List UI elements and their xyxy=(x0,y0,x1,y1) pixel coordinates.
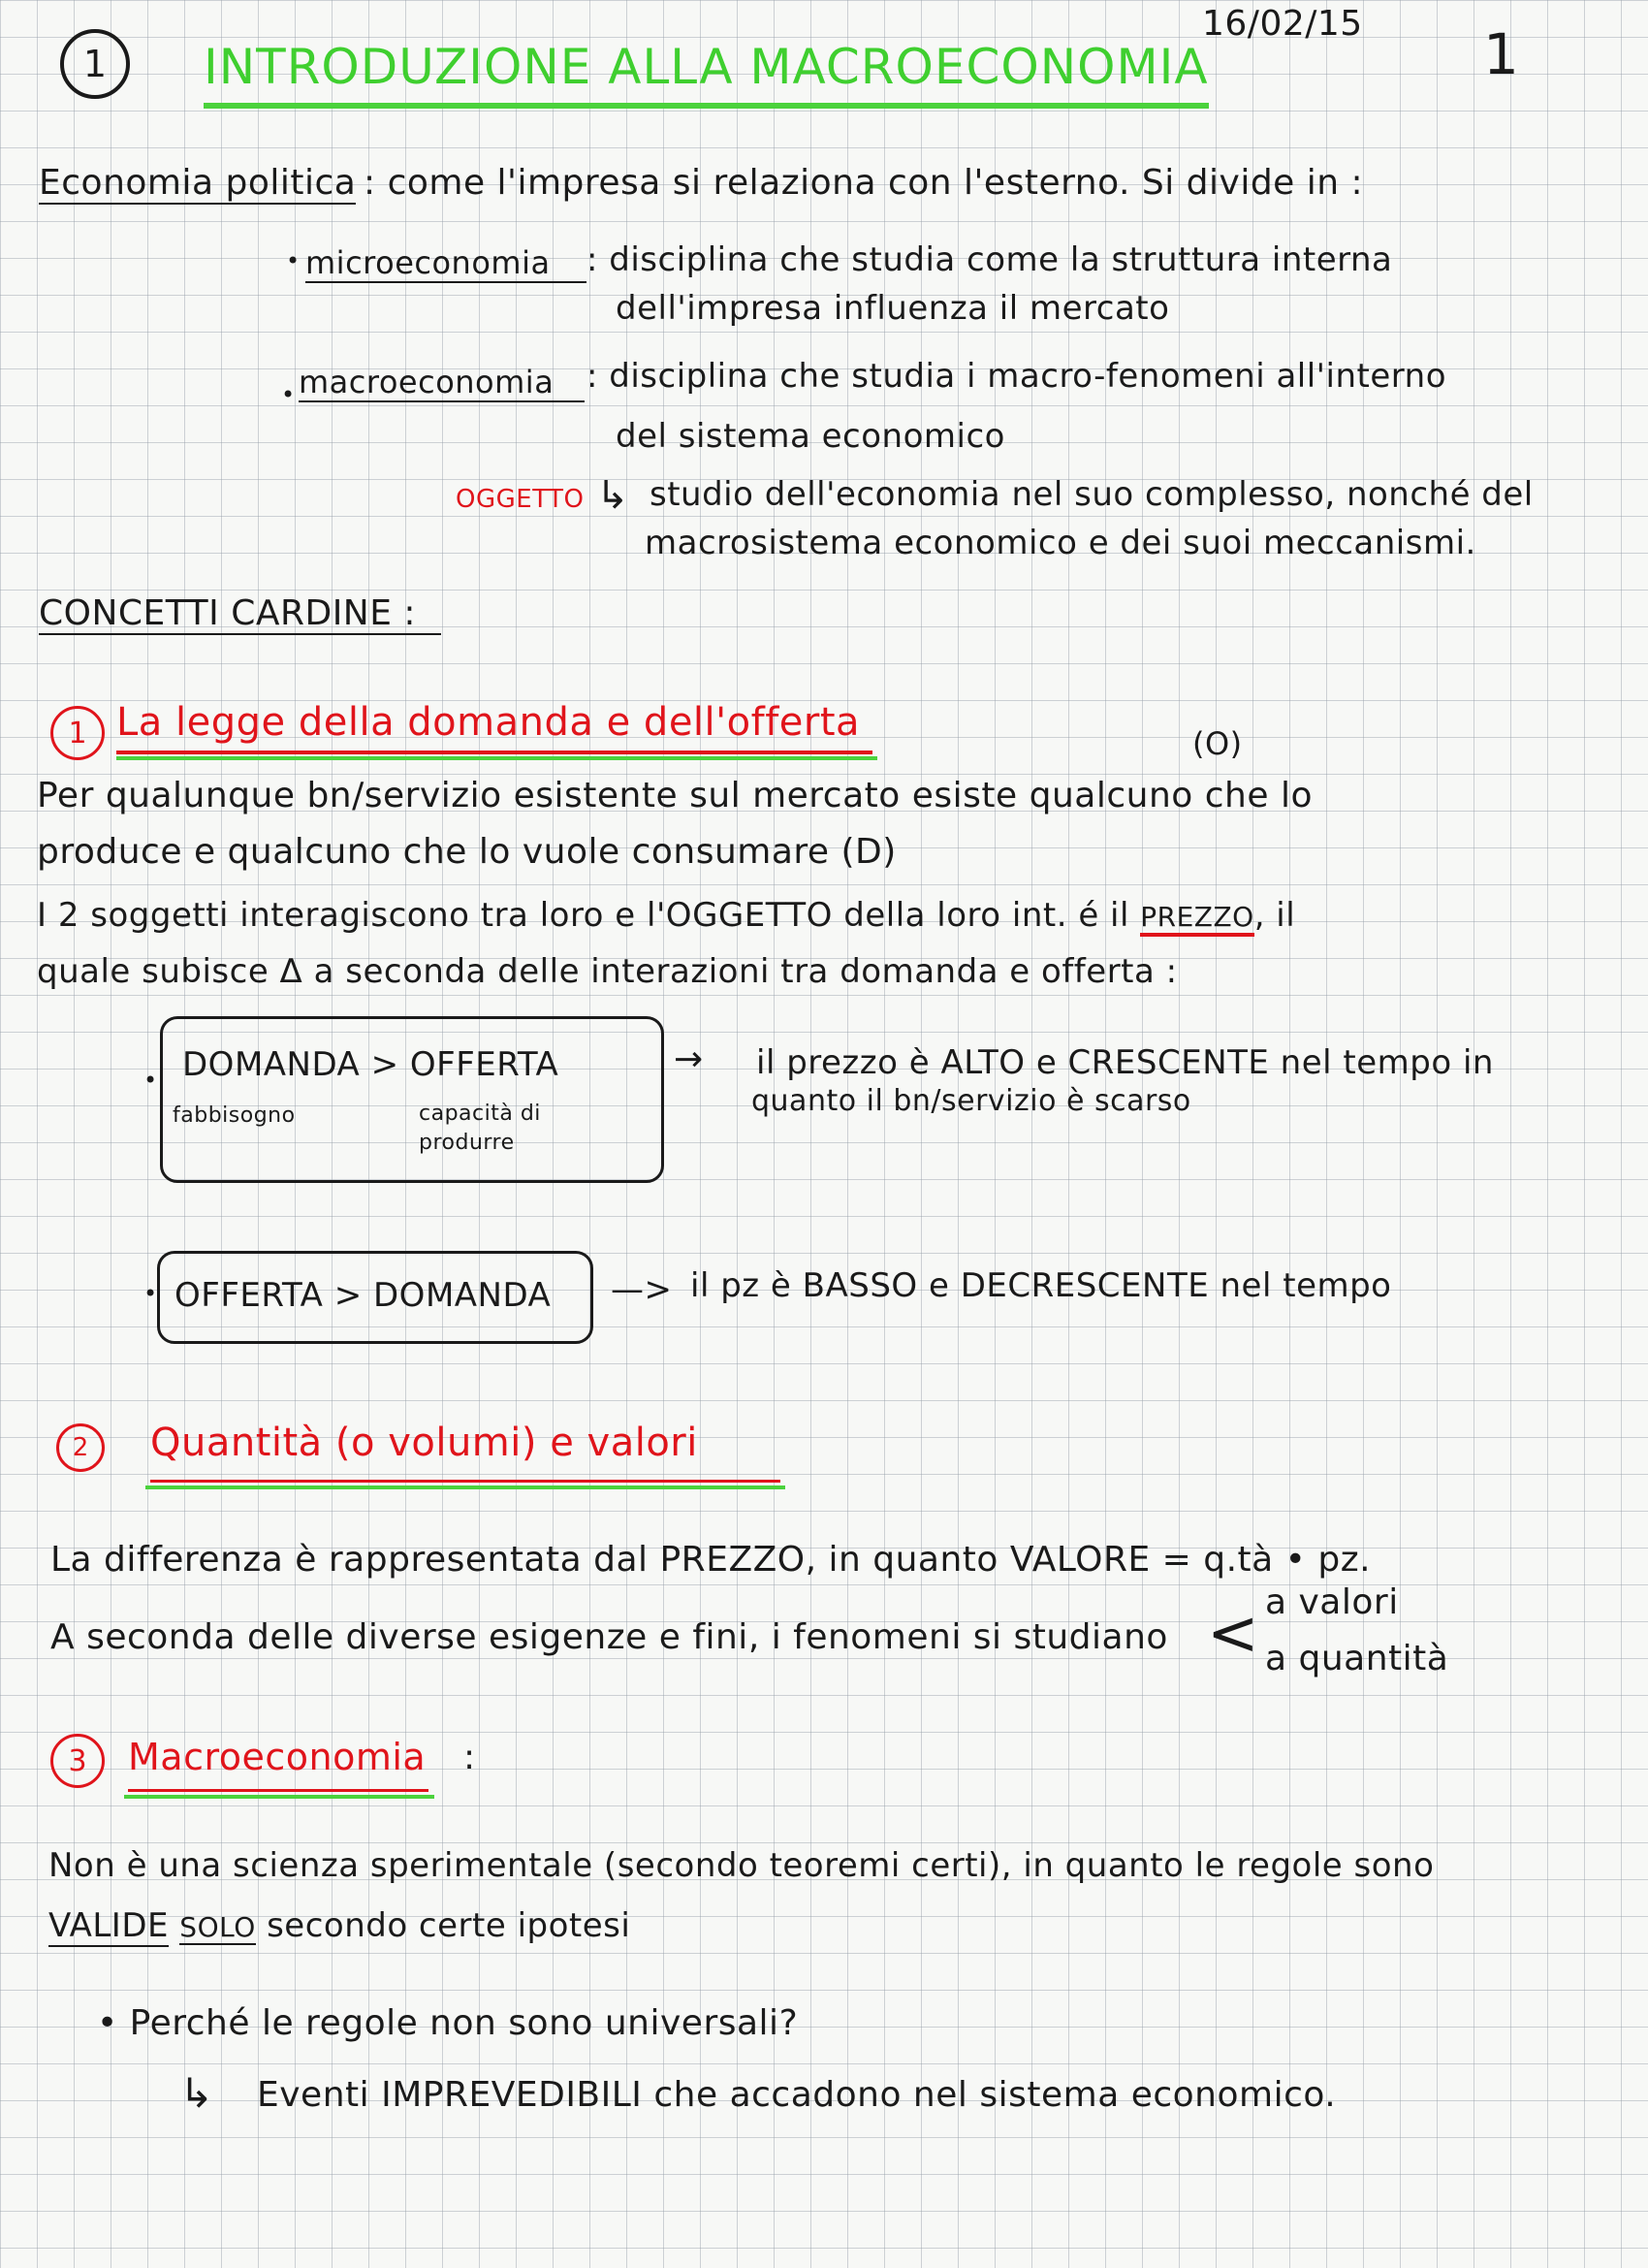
section-1-number: 1 xyxy=(50,706,105,760)
section-1-title: La legge della domanda e dell'offerta xyxy=(116,700,872,754)
case1-bullet: • xyxy=(143,1067,158,1094)
section-2-title-underline xyxy=(150,1480,780,1483)
section-3-answer-arrow: ↳ xyxy=(179,2069,214,2117)
section-2-bracket: < xyxy=(1207,1598,1260,1670)
case1-sub-left: fabbisogno xyxy=(173,1103,296,1128)
section-3-title: Macroeconomia xyxy=(128,1736,427,1778)
offerta-label: (O) xyxy=(1192,725,1243,762)
prezzo-highlight: PREZZO xyxy=(1140,901,1253,937)
case2-arrow: —> xyxy=(611,1270,673,1309)
section-1-title-green-underline xyxy=(116,756,877,760)
case2-bullet: • xyxy=(143,1280,158,1307)
microeconomia-def-line2: dell'impresa influenza il mercato xyxy=(616,289,1170,328)
case1-sub-right-1: capacità di xyxy=(419,1102,541,1126)
oggetto-line1: studio dell'economia nel suo complesso, nonché del xyxy=(650,475,1534,514)
section-1-para1-line1: Per qualunque bn/servizio esistente sul mercato esiste qualcuno che lo xyxy=(37,776,1313,815)
section-2-option-quantita: a quantità xyxy=(1265,1639,1449,1678)
section-2-number: 2 xyxy=(56,1423,105,1472)
case2-result: il pz è BASSO e DECRESCENTE nel tempo xyxy=(690,1266,1392,1305)
case1-comparison: DOMANDA > OFFERTA xyxy=(182,1045,559,1084)
case2-comparison: OFFERTA > DOMANDA xyxy=(174,1276,552,1315)
section-3-title-green-underline xyxy=(124,1795,434,1799)
section-3-number: 3 xyxy=(50,1734,105,1788)
section-2-title: Quantità (o volumi) e valori xyxy=(150,1421,698,1465)
section-1-para1-line2: produce e qualcuno che lo vuole consumare (D) xyxy=(37,832,897,872)
section-2-title-green-underline xyxy=(145,1485,785,1489)
case1-box xyxy=(160,1016,664,1183)
section-2-line1: La differenza è rappresentata dal PREZZO, in quanto VALORE = q.tà • pz. xyxy=(50,1540,1372,1580)
page-number: 1 xyxy=(1483,21,1520,87)
macro-bullet: • xyxy=(281,381,296,408)
section-3-line2 xyxy=(48,1906,630,1945)
case1-arrow: → xyxy=(674,1039,704,1079)
section-1-para2-line2: quale subisce Δ a seconda delle interazioni tra domanda e offerta : xyxy=(37,952,1178,991)
macroeconomia-def-line2: del sistema economico xyxy=(616,417,1005,456)
oggetto-label: OGGETTO xyxy=(456,485,585,514)
section-1-para2-end: , il xyxy=(1253,896,1296,935)
section-3-colon: : xyxy=(463,1738,476,1777)
page-date: 16/02/15 xyxy=(1202,4,1363,44)
case1-sub-right-2: produrre xyxy=(419,1131,515,1155)
micro-bullet: • xyxy=(286,247,301,274)
solo-word: SOLO xyxy=(179,1911,256,1943)
section-3-answer: Eventi IMPREVEDIBILI che accadono nel sistema economico. xyxy=(257,2075,1337,2115)
section-1-para2-text: I 2 soggetti interagiscono tra loro e l'OGGETTO della loro int. é il xyxy=(37,896,1129,935)
macroeconomia-term: macroeconomia xyxy=(299,364,585,402)
microeconomia-term: microeconomia xyxy=(305,244,586,283)
section-3-line1: Non è una scienza sperimentale (secondo teoremi certi), in quanto le regole sono xyxy=(48,1846,1435,1885)
section-1-para2-line1 xyxy=(37,896,1295,935)
economia-politica-definition: : come l'impresa si relaziona con l'esterno. Si divide in : xyxy=(364,163,1364,203)
economia-politica-term: Economia politica xyxy=(39,163,357,203)
chapter-number-circle xyxy=(60,29,130,99)
page-title: INTRODUZIONE ALLA MACROECONOMIA xyxy=(204,39,1209,109)
section-3-question: • Perché le regole non sono universali? xyxy=(97,2003,799,2043)
case1-result-line2: quanto il bn/servizio è scarso xyxy=(751,1084,1191,1118)
section-3-title-underline xyxy=(128,1789,428,1792)
oggetto-line2: macrosistema economico e dei suoi meccanismi. xyxy=(645,524,1476,562)
macroeconomia-def-line1: : disciplina che studia i macro-fenomeni all'interno xyxy=(586,357,1447,396)
case1-result-line1: il prezzo è ALTO e CRESCENTE nel tempo in xyxy=(756,1043,1494,1082)
oggetto-arrow: ↳ xyxy=(596,473,630,518)
valide-word: VALIDE xyxy=(48,1906,169,1945)
concetti-cardine-title: CONCETTI CARDINE : xyxy=(39,593,441,635)
section-2-line2: A seconda delle diverse esigenze e fini, i fenomeni si studiano xyxy=(50,1617,1168,1657)
chapter-number: 1 xyxy=(82,43,108,85)
section-2-option-valori: a valori xyxy=(1265,1582,1399,1622)
microeconomia-def-line1: : disciplina che studia come la struttura interna xyxy=(586,240,1393,279)
section-3-line2-end: secondo certe ipotesi xyxy=(267,1906,631,1945)
